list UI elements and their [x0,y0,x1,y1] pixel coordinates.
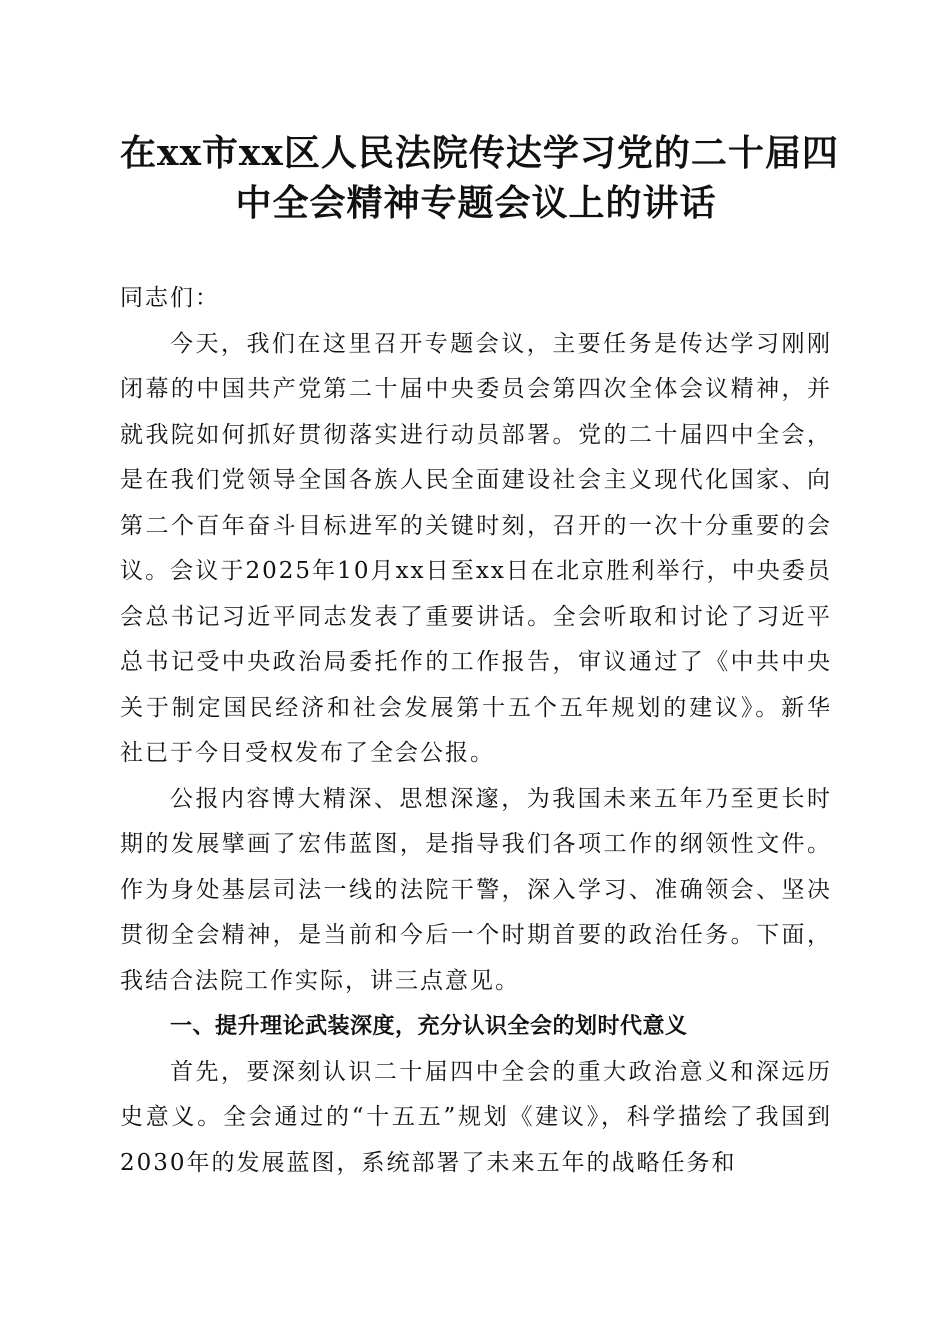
title-line-1: 在xx市xx区人民法院传达学习党的二十届四 [120,132,839,174]
paragraph-communique: 公报内容博大精深、思想深邃，为我国未来五年乃至更长时期的发展擘画了宏伟蓝图，是指导我们各项工作的纲领性文件。作为身处基层司法一线的法院干警，深入学习、准确领会、坚决贯彻全会精神，是当前和今后一个时期首要的政治任务。下面，我结合法院工作实际，讲三点意见。 [120,785,832,994]
section-1-paragraph: 首先，要深刻认识二十届四中全会的重大政治意义和深远历史意义。全会通过的“十五五”规划《建议》，科学描绘了我国到2030年的发展蓝图，系统部署了未来五年的战略任务和 [120,1058,832,1176]
section-heading-1: 一、提升理论武装深度，充分认识全会的划时代意义 [170,1014,688,1039]
title-line-2: 中全会精神专题会议上的讲话 [235,182,717,224]
paragraph-intro: 今天，我们在这里召开专题会议，主要任务是传达学习刚刚闭幕的中国共产党第二十届中央委员会第四次全体会议精神，并就我院如何抓好贯彻落实进行动员部署。党的二十届四中全会，是在我们党领导全国各族人民全面建设社会主义现代化国家、向第二个百年奋斗目标进军的关键时刻，召开的一次十分重要的会议。会议于2025年10月xx日至xx日在北京胜利举行，中央委员会总书记习近平同志发表了重要讲话。全会听取和讨论了习近平总书记受中央政治局委托作的工作报告，审议通过了《中共中央关于制定国民经济和社会发展第十五个五年规划的建议》。新华社已于今日受权发布了全会公报。 [120,330,832,766]
document-title [120,128,839,228]
salutation: 同志们： [120,285,220,311]
document-page [120,128,839,1186]
